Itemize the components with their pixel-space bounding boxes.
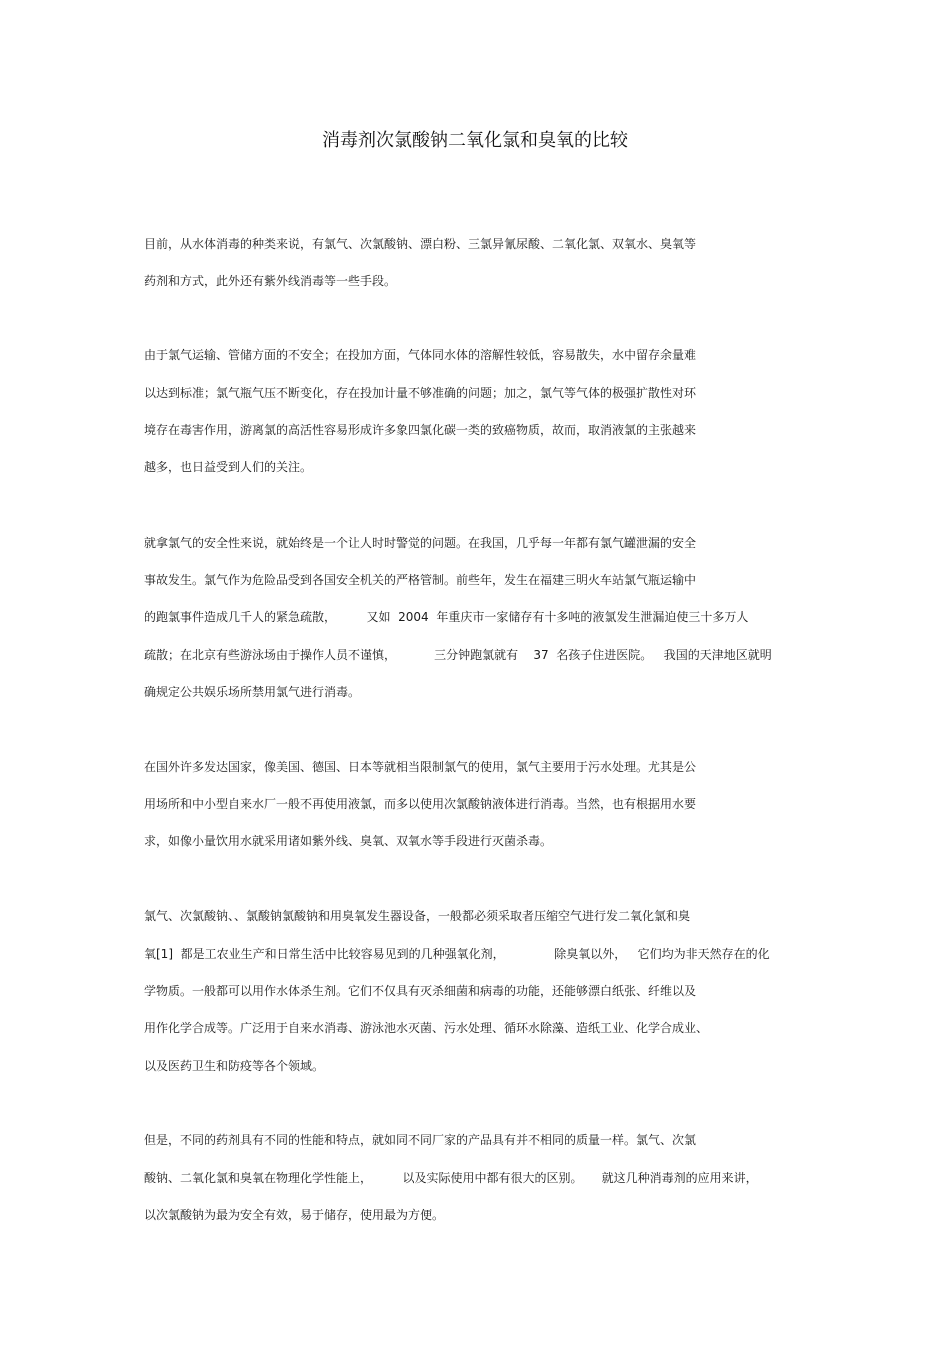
paragraph-5-line-3: 学物质。一般都可以用作水体杀生剂。它们不仅具有灭杀细菌和病毒的功能，还能够漂白纸张、纤维以及: [144, 984, 697, 998]
paragraph-3-line-5: 确规定公共娱乐场所禁用氯气进行消毒。: [144, 685, 361, 699]
paragraph-5-line-4: 用作化学合成等。广泛用于自来水消毒、游泳池水灭菌、污水处理、循环水除藻、造纸工业、化学合成业、: [144, 1021, 709, 1035]
paragraph-2-line-1: 由于氯气运输、管储方面的不安全；在投加方面，气体同水体的溶解性较低，容易散失，水中留存余量难: [144, 348, 697, 362]
paragraph-4-line-1: 在国外许多发达国家，像美国、德国、日本等就相当限制氯气的使用，氯气主要用于污水处理。尤其是公: [144, 760, 697, 774]
paragraph-5-line-5: 以及医药卫生和防疫等各个领域。: [144, 1059, 325, 1073]
paragraph-1-line-2: 药剂和方式，此外还有紫外线消毒等一些手段。: [144, 274, 397, 288]
paragraph-3-line-4: 疏散；在北京有些游泳场由于操作人员不谨慎， 三分钟跑氯就有 37 名孩子住进医院。 我国的天津地区就明: [144, 648, 772, 662]
paragraph-2-line-4: 越多，也日益受到人们的关注。: [144, 460, 313, 474]
paragraph-6-line-2: 酸钠、二氧化氯和臭氧在物理化学性能上， 以及实际使用中都有很大的区别。 就这几种消毒剂的应用来讲，: [144, 1171, 758, 1185]
paragraph-6-line-3: 以次氯酸钠为最为安全有效，易于储存，使用最为方便。: [144, 1208, 445, 1222]
paragraph-4-line-3: 求，如像小量饮用水就采用诸如紫外线、臭氧、双氧水等手段进行灭菌杀毒。: [144, 834, 553, 848]
paragraph-5-line-2: 氧[1] 都是工农业生产和日常生活中比较容易见到的几种强氧化剂， 除臭氧以外， 它们均为非天然存在的化: [144, 947, 770, 961]
paragraph-1-line-1: 目前，从水体消毒的种类来说，有氯气、次氯酸钠、漂白粉、三氯异氰尿酸、二氧化氯、双氧水、臭氧等: [144, 237, 697, 251]
paragraph-2-line-3: 境存在毒害作用，游离氯的高活性容易形成许多象四氯化碳一类的致癌物质，故而，取消液氯的主张越来: [144, 423, 697, 437]
paragraph-3-line-2: 事故发生。氯气作为危险品受到各国安全机关的严格管制。前些年，发生在福建三明火车站氯气瓶运输中: [144, 573, 697, 587]
document-title: 消毒剂次氯酸钠二氧化氯和臭氧的比较: [322, 130, 628, 151]
paragraph-2-line-2: 以达到标准；氯气瓶气压不断变化，存在投加计量不够准确的问题；加之，氯气等气体的极强扩散性对环: [144, 386, 697, 400]
paragraph-6-line-1: 但是，不同的药剂具有不同的性能和特点，就如同不同厂家的产品具有并不相同的质量一样。氯气、次氯: [144, 1133, 697, 1147]
paragraph-5-line-1: 氯气、次氯酸钠、、氯酸钠氯酸钠和用臭氧发生器设备，一般都必须采取者压缩空气进行发二氧化氯和臭: [144, 909, 691, 923]
paragraph-3-line-1: 就拿氯气的安全性来说，就始终是一个让人时时警觉的问题。在我国，几乎每一年都有氯气罐泄漏的安全: [144, 536, 697, 550]
paragraph-3-line-3: 的跑氯事件造成几千人的紧急疏散， 又如 2004 年重庆市一家储存有十多吨的液氯发生泄漏迫使三十多万人: [144, 610, 749, 624]
paragraph-4-line-2: 用场所和中小型自来水厂一般不再使用液氯，而多以使用次氯酸钠液体进行消毒。当然，也有根据用水要: [144, 797, 697, 811]
